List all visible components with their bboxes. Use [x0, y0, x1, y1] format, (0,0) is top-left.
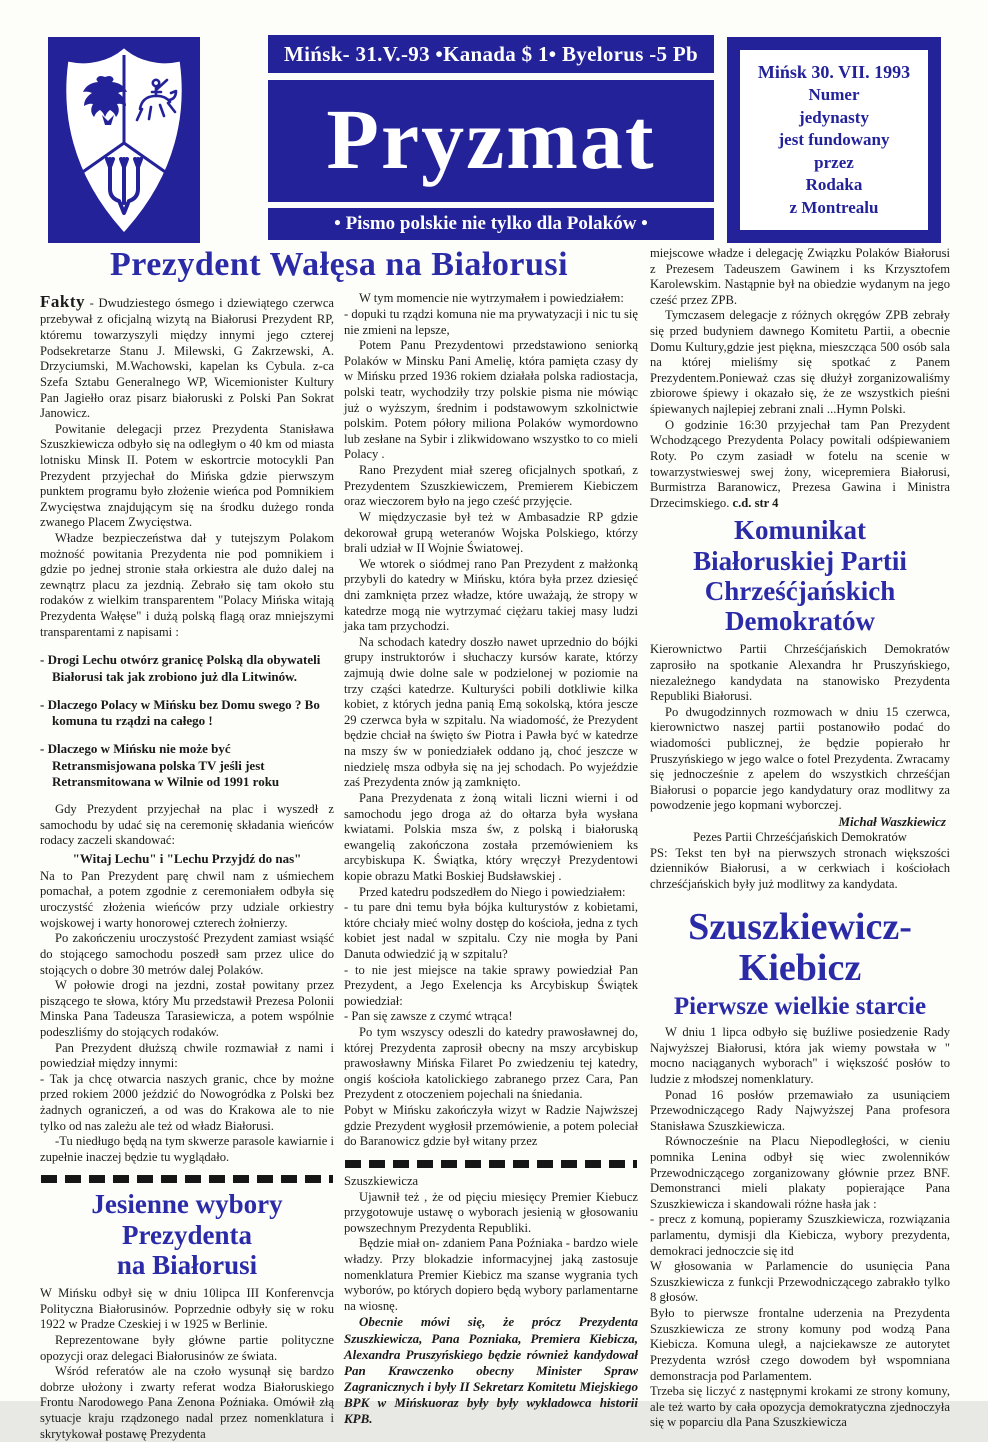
issue-line: jest fundowany — [778, 130, 890, 150]
lead-article-columns — [40, 291, 638, 1442]
dashed-divider — [345, 1160, 637, 1168]
autumn-elections-headline — [40, 1189, 334, 1280]
clash-headline — [650, 907, 950, 989]
paragraph: - dopuki tu rządzi komuna nie ma prywatyzacji i nic tu się nie zmieni na lepsze, — [344, 307, 638, 337]
paragraph: Kierownictwo Partii Chrześćjańskich Demokratów zaprosiło na spotkanie Alexandra hr Pruszyńskiego, niezależnego kandydata na stanowisko Prezydenta Republiki Białorusi. — [650, 642, 950, 704]
paragraph: - to nie jest miejsce na takie sprawy powiedział Pan Prezydent, a Jego Exelencja ks Arcybiskup Świątek powiedział: — [344, 962, 638, 1008]
clash-subheadline: Pierwsze wielkie starcie — [673, 992, 927, 1020]
paragraph: Powitanie delegacji przez Prezydenta Stanisława Szuszkiewicza odbyło się na odległym o 40 km od miasta lotnisku Minsk II. Potem w eskortrcie motocykli Pan Prezydent przyjechał do Mińska gdzie pierwszym punktem programu było złożenie wieńca pod Pomnikiem Zwycięstwa znajdującym się na środku dużego ronda zwanego Placem Zwycięstwa. — [40, 421, 334, 530]
paragraph: Pan Prezydent dłuższą chwile rozmawiał z nami i powiedział między innymi: — [40, 1040, 334, 1071]
paragraph-lead — [40, 291, 334, 421]
paragraph: Po zakończeniu uroczystość Prezydent zamiast wsiąść do stojącego samochodu poszedł sam przez ulice do stojących o dobre 30 metrów dalej Polaków. — [40, 931, 334, 977]
rumor-paragraph: Obecnie mówi się, że prócz Prezydenta Szuszkiewicza, Pana Pozniaka, Premiera Kiebicza, Alexandra Pruszyńskiego będzie również kandydował Pan Krawczenko obecny Minister Spraw Zagranicznych i były II Sekretarz Komitetu Miejskiego BPK w Mińskuoraz były były wykladowca historii KPB. — [344, 1314, 638, 1427]
column-1 — [40, 291, 334, 1442]
issue-line: Numer — [808, 85, 860, 105]
paragraph: W tym momencie nie wytrzymałem i powiedziałem: — [359, 291, 624, 306]
paragraph: Przed katedru podszedłem do Niego i powiedziałem: — [359, 884, 626, 899]
continued-on-page-label: c.d. str 4 — [732, 495, 779, 510]
paragraph: Po tym wszyscy odeszli do katedry prawosławnej do, której Prezydenta zaprosił obecny na mszy arcybiskup prawosławny Mińska Filaret Po zwiedzeniu tej katedry, ongiś kościoła katolickiego zabranego przez Cara, Pan Prezydent z otoczeniem pojechali na śniedania. — [344, 1025, 638, 1102]
paragraph: Po dwugodzinnych rozmowach w dniu 15 czerwca, kierownictwo naszej partii postanowiło podać do wiadomości publicznej, że będzie popierało hr Pruszyńskiego w jego walce o fotel Prezydenta. Zwracamy się jednocześnie z apelem do wszystkich chrześćjan Białorusi o poparcie jego kandydatury oraz modlitwy za powodzenie jego kopmani wyborczej. — [650, 704, 950, 813]
signature-title: Pezes Partii Chrześćjańskich Demokratów — [693, 830, 907, 845]
paragraph: - Tak ja chcę otwarcia naszych granic, chce by możne przed rokiem 2000 jeździć do Nowogródka z Polski bez żadnych ograniczeń, a od was do Krakowa ale to nie tylko od nas zależu ale też od władz Białorusi. — [40, 1071, 334, 1133]
paragraph: Wśród referatów ale na czoło wysunął się bardzo dobrze ułożony i zwarty referat wodza Białoruskiego Frontu Narodowego Pana Zenona Poźniaka. Omówił złą sytuacje kraju rządzonego nadal przez nomenklatura i skrytykował postawę Prezydenta — [40, 1364, 334, 1441]
shield-logo-icon — [48, 37, 200, 243]
issue-box — [727, 37, 941, 243]
paragraph — [650, 418, 950, 512]
paragraph: W Mińsku odbył się w dniu 10lipca III Konferenvcja Polityczna Białorusinów. Poprzednie odbyły się w roku 1922 w Pradze Czeskiej i w 1925 w Berlinie. — [40, 1286, 334, 1332]
issue-line: Rodaka — [805, 175, 863, 195]
paragraph: We wtorek o siódmej rano Pan Prezydent z małżonką przybyli do katedry w Mińsku, która była przez dziesięć dni zamknięta przez władze, które uważają, że stropy w katedrze mogą nie wytrzymać ciężaru takiej masy ludzi jaka tam przychodzi. — [344, 556, 638, 634]
paragraph: - precz z komuną, popieramy Szuszkiewicza, rozwiązania parlamentu, dymisji dla Kiebicza, wybory prezydenta, demokraci jednoczcie się itd — [650, 1212, 950, 1258]
banner-slogan: - Drogi Lechu otwórz granicę Polską dla obywateli Białorusi tak jak zrobiono już dla Litwinów. — [40, 652, 321, 684]
paragraph-text: O godzinie 16:30 przyjechał tam Pan Prezydent Wchodzącego Prezydenta Polacy powitali odśpiewaniem Roty. Po czym zasiadł w fotelu na scenie w towarzystwieswej swej żony, wicepremiera Białorusi, Burmistrza Baranowicz, Prezesa Gawina i Ministra Drzecimskiego. — [650, 417, 950, 510]
paragraph: Pobyt w Mińsku zakończyła wizyt w Radzie Najwższej gdzie Prezydent wygłosił przemówienie, a potem poleciał do Baranowicz gdzie był witany przez — [344, 1103, 638, 1149]
headline-line: Chrześćjańskich — [704, 575, 896, 606]
paragraph: - tu pare dni temu była bójka kulturystów z kobietami, które chciały mieć wolny dostęp do kościoła, jedna z tych kobiet jest nadal w szpitalu. Czy nie mogła by Pani Danuta odwiedzić ją w szpitalu? — [344, 900, 638, 961]
column-2 — [344, 291, 638, 1442]
paragraph: W głosowania w Parlamencie do usunięcia Pana Szuszkiewicza z funkcji Przewodniczącego zabrakło tylko 8 głosów. — [650, 1259, 950, 1305]
paragraph: Trzeba się liczyć z następnymi krokami ze strony komuny, ale też warto by cała opozycja demokratyczna zjednoczyła się w poparciu dla Pana Szuszkiewicza — [650, 1384, 950, 1430]
paragraph: Reprezentowane były główne partie polityczne opozycji oraz delegaci Białorusinów ze świata. — [40, 1332, 334, 1363]
issue-line: jedynasty — [799, 107, 869, 127]
issue-date: Mińsk 30. VII. 1993 — [757, 61, 911, 82]
chant-line: "Witaj Lechu" i "Lechu Przyjdź do nas" — [72, 850, 302, 866]
headline-line: na Białorusi — [116, 1249, 258, 1280]
signature: Michał Waszkiewicz — [838, 814, 946, 829]
communique-headline — [650, 515, 950, 636]
dateline-bar: Mińsk- 31.V.-93 •Kanada $ 1• Byelorus -5 Pb — [268, 35, 714, 73]
lead-article — [40, 246, 638, 1442]
paragraph: Będzie miał on- zdaniem Pana Poźniaka - bardzo wiele władzy. Przy blokadzie informacyjnej jaką zastosuje nomenklatura Premier Kiebicz ma szanse wygrania tych wyborów, po których dopiero będą wybory parlamentarne na wiosnę. — [344, 1236, 638, 1313]
masthead-center — [268, 35, 714, 240]
paragraph: W połowie drogi na jezdni, został powitany przez piszącego te słowa, który Mu przedstawił Prezesa Polonii Minska Pana Tadeusza Tarasiewicza, a potem wspólnie podeszliśmy do stojących rodaków. — [40, 978, 334, 1039]
issue-box-inner — [740, 50, 928, 230]
headline-line: Jesienne wybory — [91, 1189, 283, 1220]
paragraph: Pana Prezydenata z żoną witali liczni wierni i od samochodu jego droga aż do ołtarza była wysłana kwiatami. Polskia msza św, z polską i białoruską ewangelią zakończona została przemówieniem ks arcybiskupa K. Świątka, który wręczył Prezydentowi kopie obrazu Matki Boskiej Budsławskiej . — [344, 790, 638, 883]
ps-paragraph: PS: Tekst ten był na pierwszych stronach większości dzienników Białorusi, a w cerkwiach i kościołach chrześćjańskich były już modlitwy za kandydata. — [650, 845, 950, 891]
dashed-divider — [41, 1175, 333, 1183]
paragraph: miejscowe władze i delegację Związku Polaków Białorusi z Prezesem Tadeuszem Gawinem i ks Krzysztofem Karolewskim. Nastąpnie był na obiedzie wydanym na jego cześć przez ZPB. — [650, 246, 950, 307]
banner-slogan: - Dlaczego w Mińsku nie może być Retransmisjowana polska TV jeśli jest Retransmitowana w Wilnie od 1991 roku — [40, 741, 280, 789]
paragraph: W dniu 1 lipca odbyło się buźliwe posiedzenie Rady Najwyższej Białorusi, która jak wiemy powstała w " mocno naciąganych wyborach" i większość posłów to ludzie z młodszej nomenklatury. — [650, 1025, 950, 1086]
paragraph: Ujawnił też , że od pięciu miesięcy Premier Kiebucz przygotowuje ustawę o wyborach jesienią w głosowaniu powszechnym Prezydenta Republiki. — [344, 1189, 638, 1235]
paragraph: - Pan się zawsze z czymć wtrąca! — [344, 1009, 513, 1024]
paragraph: Tymczasem delegacje z różnych okręgów ZPB zebrały się przed budyniem dawnego Komitetu Partii, a obecnie Domu Kultury,gdzie jest piękna, mieszcząca 500 osób sala na której mieliśmy się spotkać z Panem Prezydentem.Ponieważ czas się dłużył zorganizowaliśmy zbiorowe śpiewy i okazało się, że ze wszystkich pieśni śpiewanych najlepiej zebrani znali ...Hymn Polski. — [650, 308, 950, 417]
paragraph: Szuszkiewicza — [344, 1173, 419, 1188]
paragraph: Gdy Prezydent przyjechał na plac i wyszedł z samochodu by udać się na ceremonię składania wieńców rodacy zaczeli skandować: — [40, 802, 334, 848]
paragraph: Na schodach katedry doszło nawet uprzednio do bójki grupy instruktorów i słuchaczy kursów karate, którzy zajmują dwie dolne sale w podzielonej w poziomie na trzy cząści katedrze. Kulturyści pobili dotkliwie kilka kobiet, z których jedna panią Emą sokolską, która jescze 29 czerwca była w szpitalu. Na wiadomość, że Prezydent będzie chciał na święto św Piotra i Pawła być w katedrze na mszy św w poniedziałek oddano ją, choć jeszcze w niedzielę msza odbyła się na jej schodach. Po wyjeździe zaś Prezydenta znów ją zamknięto. — [344, 634, 638, 790]
headline-line: Białoruskiej Partii — [693, 545, 907, 576]
page-content — [40, 246, 950, 1442]
headline-line: Kiebicz — [738, 946, 862, 989]
headline-line: Prezydenta — [122, 1219, 252, 1250]
paragraph: -Tu niedługo będą na tym skwerze parasole kawiarnie i zupełnie inaczej będzie tu wyglądało. — [40, 1134, 334, 1164]
masthead-subtitle: • Pismo polskie nie tylko dla Polaków • — [268, 208, 714, 240]
banner-slogan: - Dlaczego Polacy w Mińsku bez Domu swego ? Bo komuna tu rządzi na całego ! — [40, 696, 320, 729]
newspaper-logo — [48, 37, 200, 243]
lead-word: Fakty — [40, 292, 85, 312]
paragraph: W międzyczasie był też w Ambasadzie RP gdzie dekorował grupą weteranów Wojska Polskiego, którzy brali udział w II Wojnie Światowej. — [344, 509, 638, 556]
headline-line: Demokratów — [725, 606, 875, 637]
paragraph: Równocześnie na Placu Niepodległości, w cieniu pomnika Lenina odbył się wiec zwolenników Przewodniczącego zorganizowany głównie przez BNF. Demonstranci mieli plakaty popierające Pana Szuszkiewicza i skandowali różne hasła jak : — [650, 1134, 950, 1211]
issue-line: przez — [814, 152, 854, 172]
masthead — [0, 35, 988, 243]
lead-text: - Dwudziestego ósmego i dziewiątego czerwca przebywał z oficjalną wizytą na Białorusi Prezydent RP, któremu towarzyszyli między innymi jego czterej Podsekretarze Stanu J. Milewski, G Zakrzewski, A. Drzyciumski, M.Wachowski, kapelan ks Cybula. z-ca Szefa Sztabu Generalnego WP, Wicemionister Kultury Pan Jagiełło oraz pisarz białoruski z Polski Pan Sokrat Janowicz. — [40, 296, 334, 421]
paragraph: Ponad 16 posłów przemawiało za usuniąciem Przewodniczącego Rady Najwyższej Pana profesora Stanisława Szuszkiewicza. — [650, 1087, 950, 1133]
headline-line: Komunikat — [733, 515, 867, 546]
issue-line: z Montrealu — [789, 197, 879, 217]
main-headline: Prezydent Wałęsa na Białorusi — [109, 246, 569, 283]
paragraph: Władze bezpieczeństwa dał y tutejszym Polakom możność powitania Prezydenta nie pod pomnikiem i gdzie po jednej stronie stała orkiestra ale dużo dalej na zewnątrz placu za jezdnią. Zebrało się tam około stu rodaków z wielkim transparentem "Polacy Mińska witają Prezydenta Wałęse" i dużą polską flagą oraz mniejszymi transparentami z napisami : — [40, 531, 334, 639]
headline-line: Szuszkiewicz- — [688, 905, 912, 948]
paragraph: Rano Prezydent miał szereg oficjalnych spotkań, z Prezydentem Szuszkiewiczem, Premierem Kiebiczem oraz wieczorem było na jego cześć przyjęcie. — [344, 463, 638, 509]
column-3 — [650, 246, 950, 1442]
newspaper-title: Pryzmat — [268, 80, 714, 202]
paragraph: Było to pierwsze frontalne uderzenia na Prezydenta Szuszkiewicza ze strony komuny pod wodzą Pana Kiebicza. Komuna uległ, a najciekawsze ze autorytet Prezydenta wzrósł czego dowodem był wspomniana demonstracja pod Parlamentem. — [650, 1306, 950, 1383]
paragraph: Potem Panu Prezydentowi przedstawiono seniorką Polaków w Minsku Pani Amelię, która pamięta czasy dy w Mińsku przed 1936 rokiem działała polska radiostacja, polski teatr, wychodziły trzy polskie pisma nie mówiąc już o wyższym, średnim i podstawowym szkolnictwie polskim. Potem półory miliona Polaków wymordowno lub zesłane na Sybir i zlikwidowano wszystko to co mieli Polacy . — [344, 338, 638, 462]
paragraph: Na to Pan Prezydent parę chwil nam z uśmiechem pomachał, a potem zgodnie z ceremoniałem odbyła się uroczystść złożenia wieńców przy udziale orkiestry wojskowej i warty honorowej czterech żołnierzy. — [40, 868, 334, 930]
